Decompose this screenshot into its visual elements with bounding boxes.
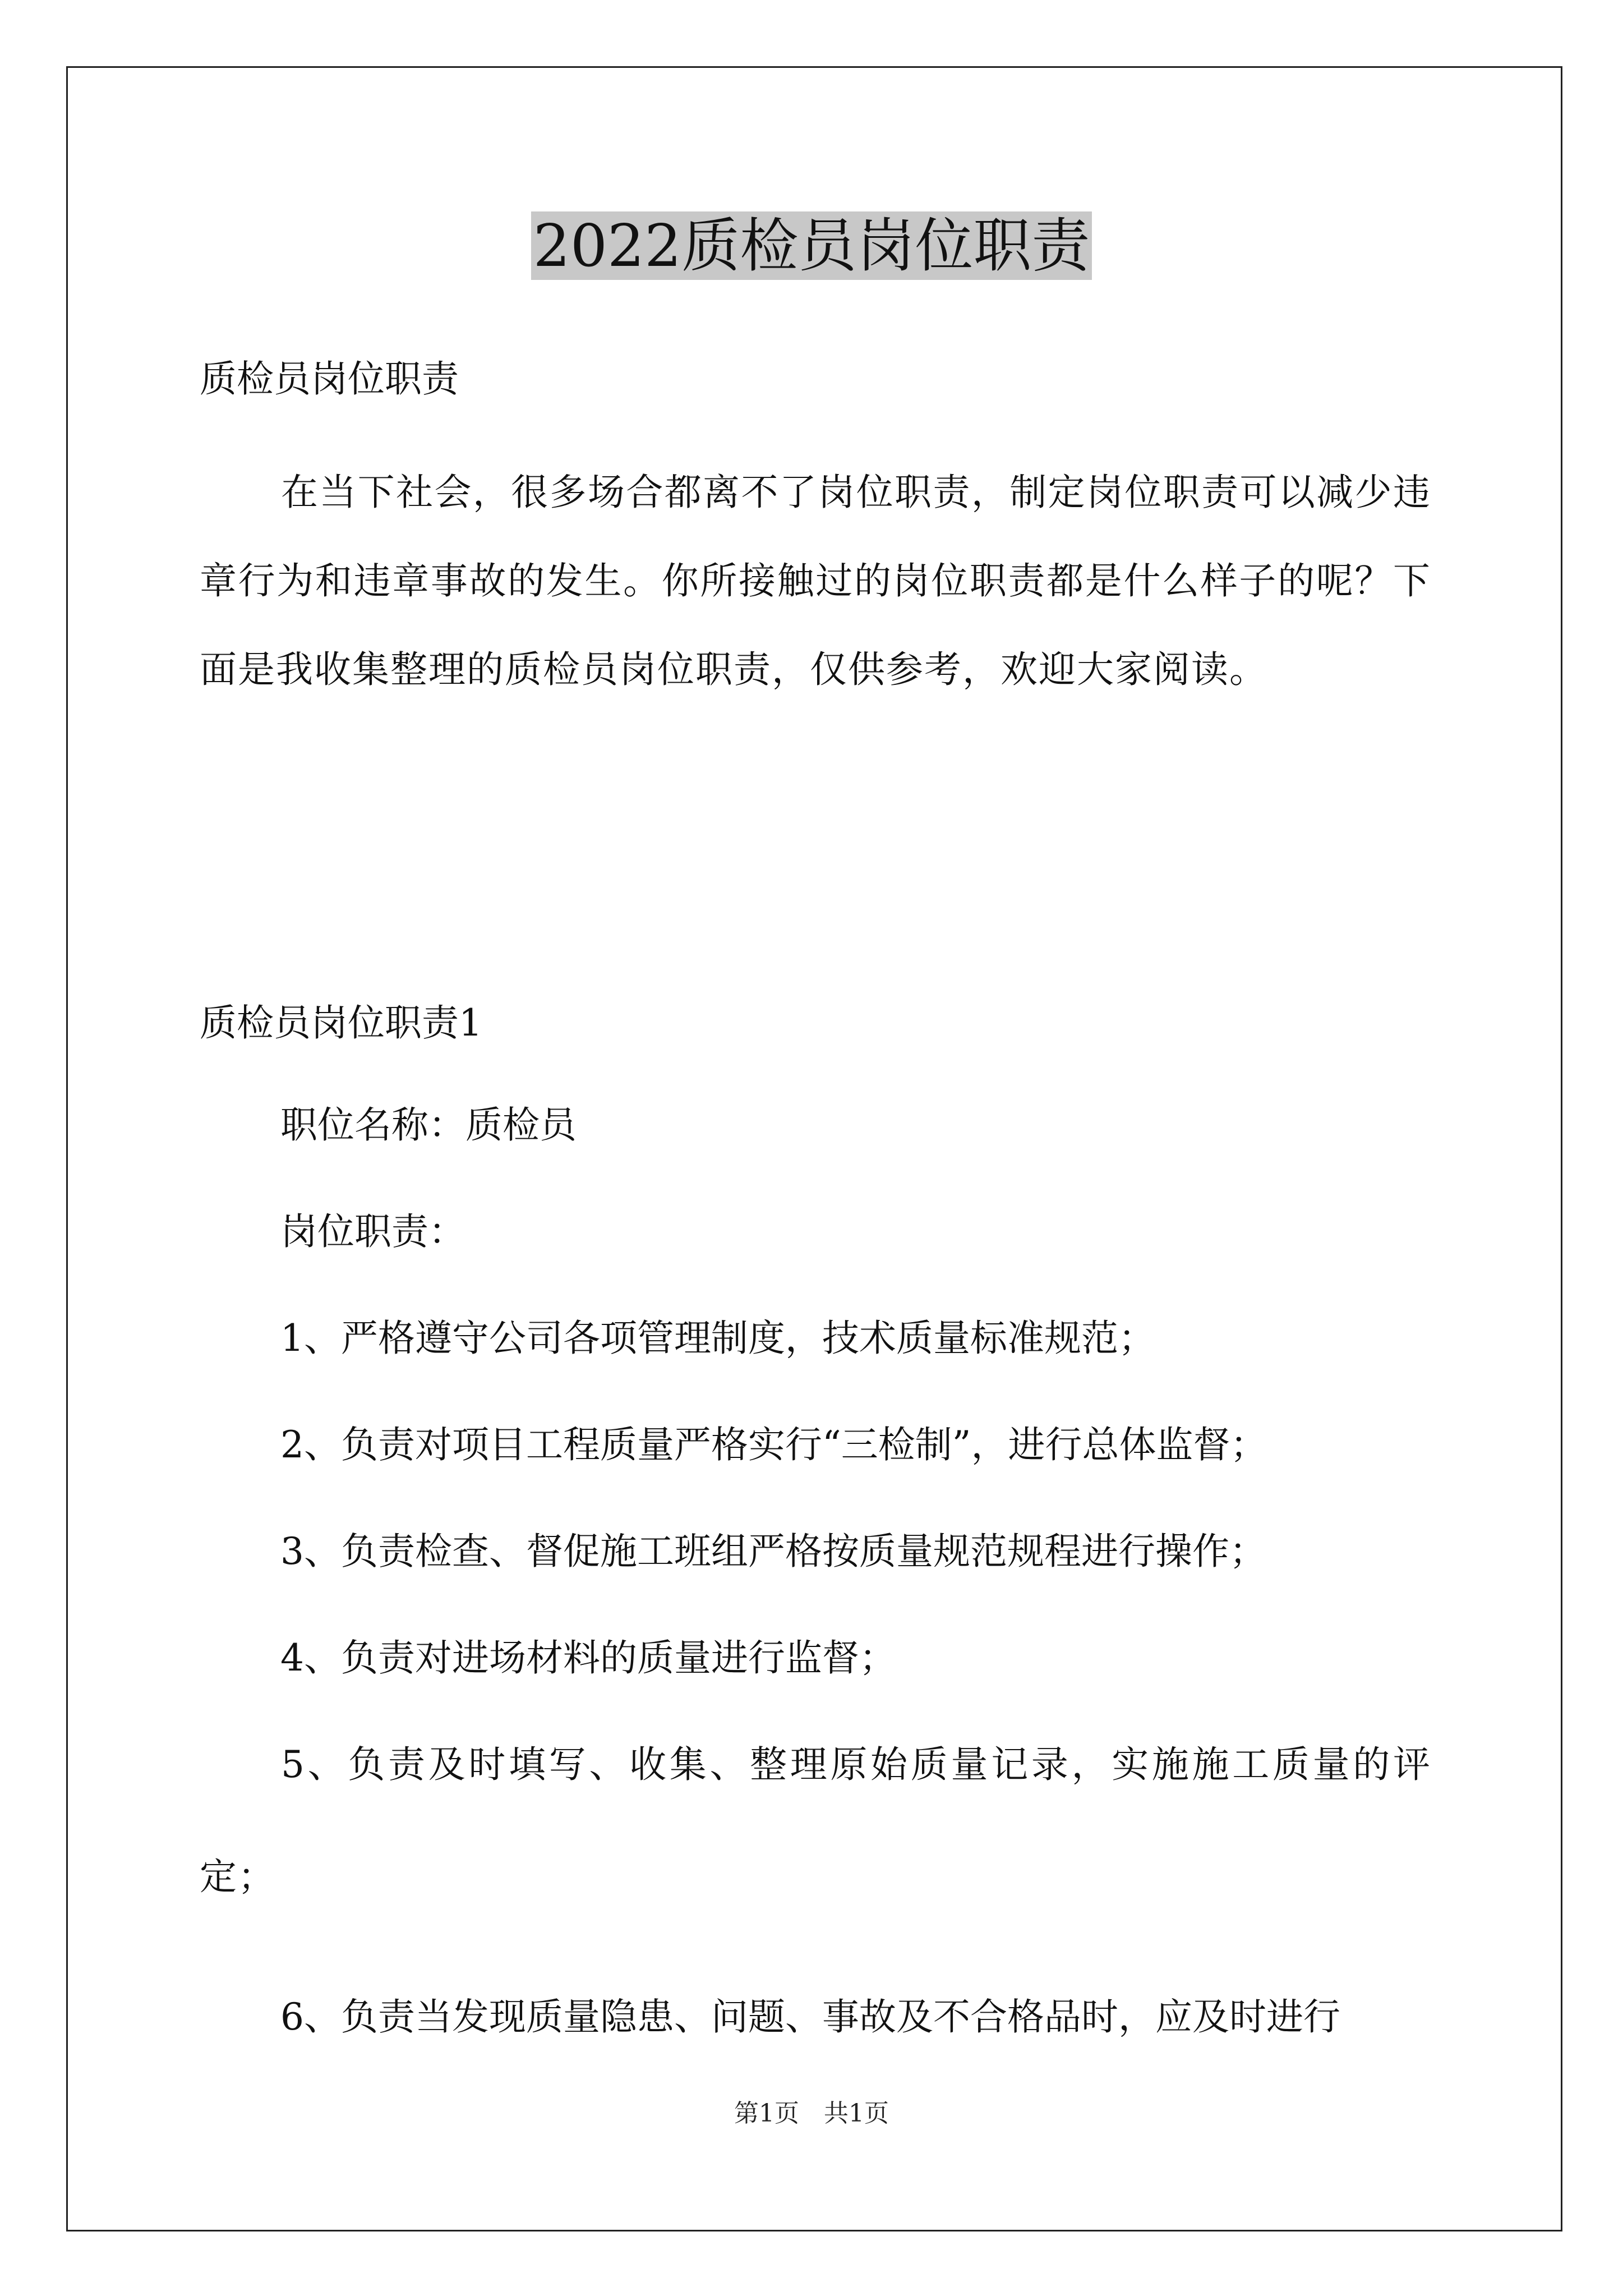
duties-label: 岗位职责： [280, 1210, 465, 1253]
position-name: 职位名称：质检员 [280, 1103, 577, 1147]
intro-paragraph: 在当下社会，很多场合都离不了岗位职责，制定岗位职责可以减少违章行为和违章事故的发生。你所接触过的岗位职责都是什么样子的呢？下面是我收集整理的质检员岗位职责，仅供参考，欢迎大家阅读。 [200, 471, 1431, 691]
duty-item: 2、负责对项目工程质量严格实行“三检制”，进行总体监督； [280, 1423, 1267, 1466]
page-footer: 第1页 共1页 [734, 2099, 889, 2128]
duty-item: 3、负责检查、督促施工班组严格按质量规范规程进行操作； [280, 1530, 1266, 1573]
duty-item: 1、严格遵守公司各项管理制度，技术质量标准规范； [280, 1317, 1155, 1360]
document-title [0, 211, 1623, 280]
document-title-text: 2022质检员岗位职责 [531, 211, 1092, 280]
duty-item: 4、负责对进场材料的质量进行监督； [280, 1636, 896, 1680]
duty-item: 6、负责当发现质量隐患、问题、事故及不合格品时，应及时进行 [280, 1995, 1340, 2039]
subtitle: 质检员岗位职责 [200, 357, 459, 401]
section-title: 质检员岗位职责1 [200, 1001, 482, 1045]
duty-item: 5、负责及时填写、收集、整理原始质量记录，实施施工质量的评定； [200, 1743, 1431, 1898]
